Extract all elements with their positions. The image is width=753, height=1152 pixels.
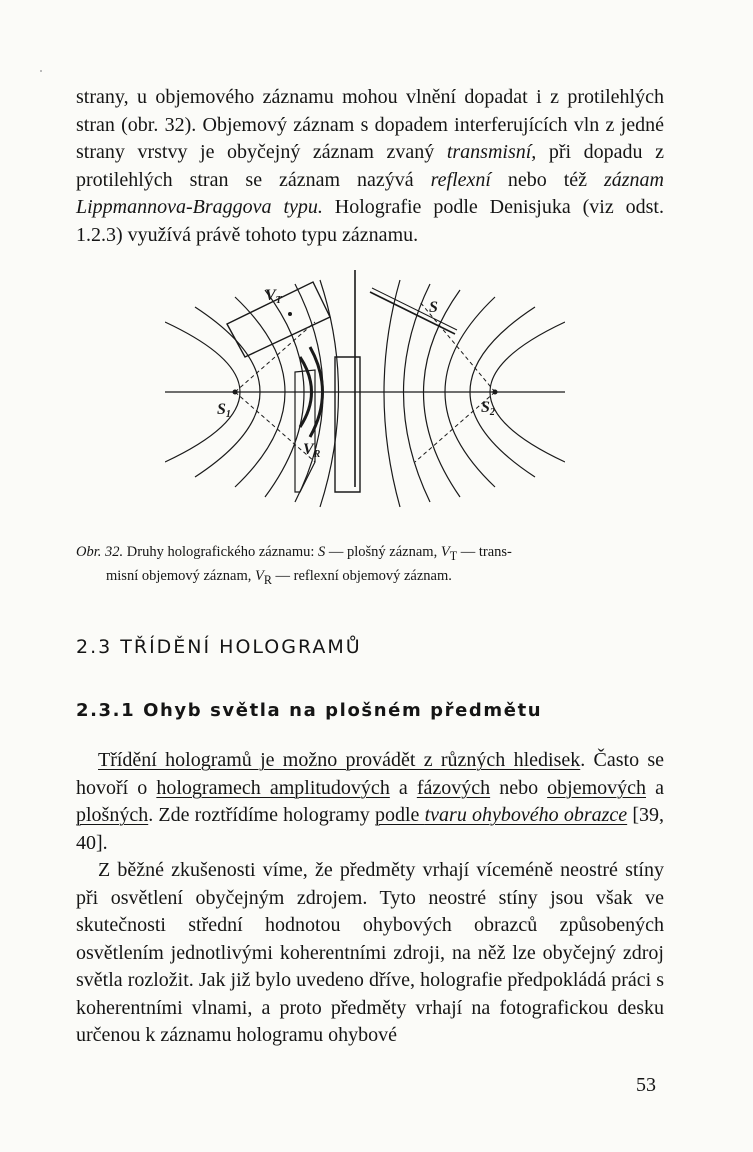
caption-line-2a: misní objemový záznam,	[106, 567, 255, 584]
label-s: S	[429, 299, 438, 316]
underline-2: hologramech amplitudových	[156, 776, 390, 799]
label-vt	[265, 287, 283, 306]
paragraph-intro	[76, 84, 664, 249]
caption-s: S	[318, 544, 326, 560]
label-s1	[217, 401, 231, 420]
label-s2-letter: S	[481, 399, 490, 416]
intro-text-2: při dopadu z protilehlých stran se záznam nazývá	[76, 141, 664, 191]
term-transmission: transmisní,	[446, 141, 537, 163]
intro-text: strany, u objemového záznamu mohou vlnění dopadat i z protilehlých stran (obr. 32). Objemový záznam s dopadem interferujících vln z jedné strany vrstvy je obyčejný záznam zvaný	[76, 86, 664, 163]
term-lippmann-bragg: záznam Lippmannova-Braggova typu.	[76, 168, 664, 218]
caption-text-1: Druhy holografického záznamu:	[123, 544, 319, 560]
source-s1	[233, 390, 238, 395]
caption-vr: V	[255, 567, 264, 584]
term-reflection: reflexní	[430, 168, 491, 191]
intro-text-3: nebo též	[490, 168, 604, 191]
caption-text-2: — plošný záznam,	[325, 544, 441, 560]
point-marker	[288, 312, 292, 316]
sources	[233, 312, 498, 395]
subsection-heading: 2.3.1 Ohyb světla na plošném předmětu	[76, 700, 543, 721]
caption-text-3: — trans-	[457, 544, 512, 560]
label-vr-letter: V	[303, 441, 314, 458]
underline-1: Třídění hologramů je možno provádět z různých hledisek	[98, 749, 581, 771]
diagram-labels	[217, 287, 495, 460]
caption-vt: V	[440, 544, 450, 560]
underline-6a: podle	[375, 804, 425, 826]
p2-text-5: . Zde roztřídíme hologramy	[148, 804, 375, 826]
underline-5: plošných	[76, 804, 149, 826]
source-s2	[493, 390, 498, 395]
label-vr	[303, 441, 321, 460]
wavefront-right-5	[404, 284, 431, 502]
p2-text-1: . Často se hovoří o	[76, 749, 665, 799]
page-number: 53	[636, 1074, 656, 1096]
paragraph-classification	[76, 747, 664, 857]
intro-text-4: Holografie podle Denisjuka (viz odst. 1.2.3) využívá právě tohoto typu záznamu.	[76, 196, 664, 246]
label-vt-sub: T	[275, 295, 282, 306]
p2-text-4: a	[646, 776, 664, 799]
label-vt-letter: V	[265, 287, 276, 304]
label-s1-sub: 1	[225, 409, 231, 420]
label-vr-sub: R	[313, 449, 321, 460]
diagram-lines	[165, 270, 565, 507]
slab-vt	[227, 282, 330, 357]
underline-3: fázových	[416, 776, 491, 799]
paragraph-shadows: Z běžné zkušenosti víme, že předměty vrhají víceméně neostré stíny při osvětlení obyčejným zdrojem. Tyto neostré stíny jsou však ve skutečnosti střední hodnotou ohybových obrazců způsobených osvětlením jednotlivými koherentními zdroji, na něž lze obyčejný zdroj světla rozložit. Jak již bylo uvedeno dříve, holografie předpokládá práci s koherentními vlnami, a proto předměty vrhají na fotografickou desku určenou k záznamu hologramu ohybové	[76, 859, 664, 1046]
p2-text-2: a	[389, 776, 417, 799]
label-s1-letter: S	[217, 401, 226, 418]
underline-6b: tvaru ohybového obrazce	[424, 804, 628, 826]
label-s2	[481, 399, 495, 418]
section-heading: 2.3 TŘÍDĚNÍ HOLOGRAMŮ	[76, 636, 362, 658]
caption-label: Obr. 32.	[76, 544, 124, 560]
wavefront-right-6	[384, 280, 400, 507]
figure-caption	[76, 542, 664, 590]
underline-4: objemových	[547, 776, 647, 799]
caption-vr-sub: R	[263, 572, 272, 587]
wavefront-left-5	[295, 284, 323, 502]
label-s2-sub: 2	[489, 407, 495, 418]
page-speck	[40, 70, 42, 72]
p2-text-3: nebo	[490, 776, 548, 799]
caption-vt-sub: T	[449, 548, 458, 563]
p2-text-6: [39, 40].	[76, 804, 664, 854]
caption-line-2	[76, 566, 664, 590]
caption-line-2b: — reflexní objemový záznam.	[271, 567, 452, 584]
figure-32-diagram	[165, 262, 565, 524]
dashed-rays	[235, 302, 495, 462]
